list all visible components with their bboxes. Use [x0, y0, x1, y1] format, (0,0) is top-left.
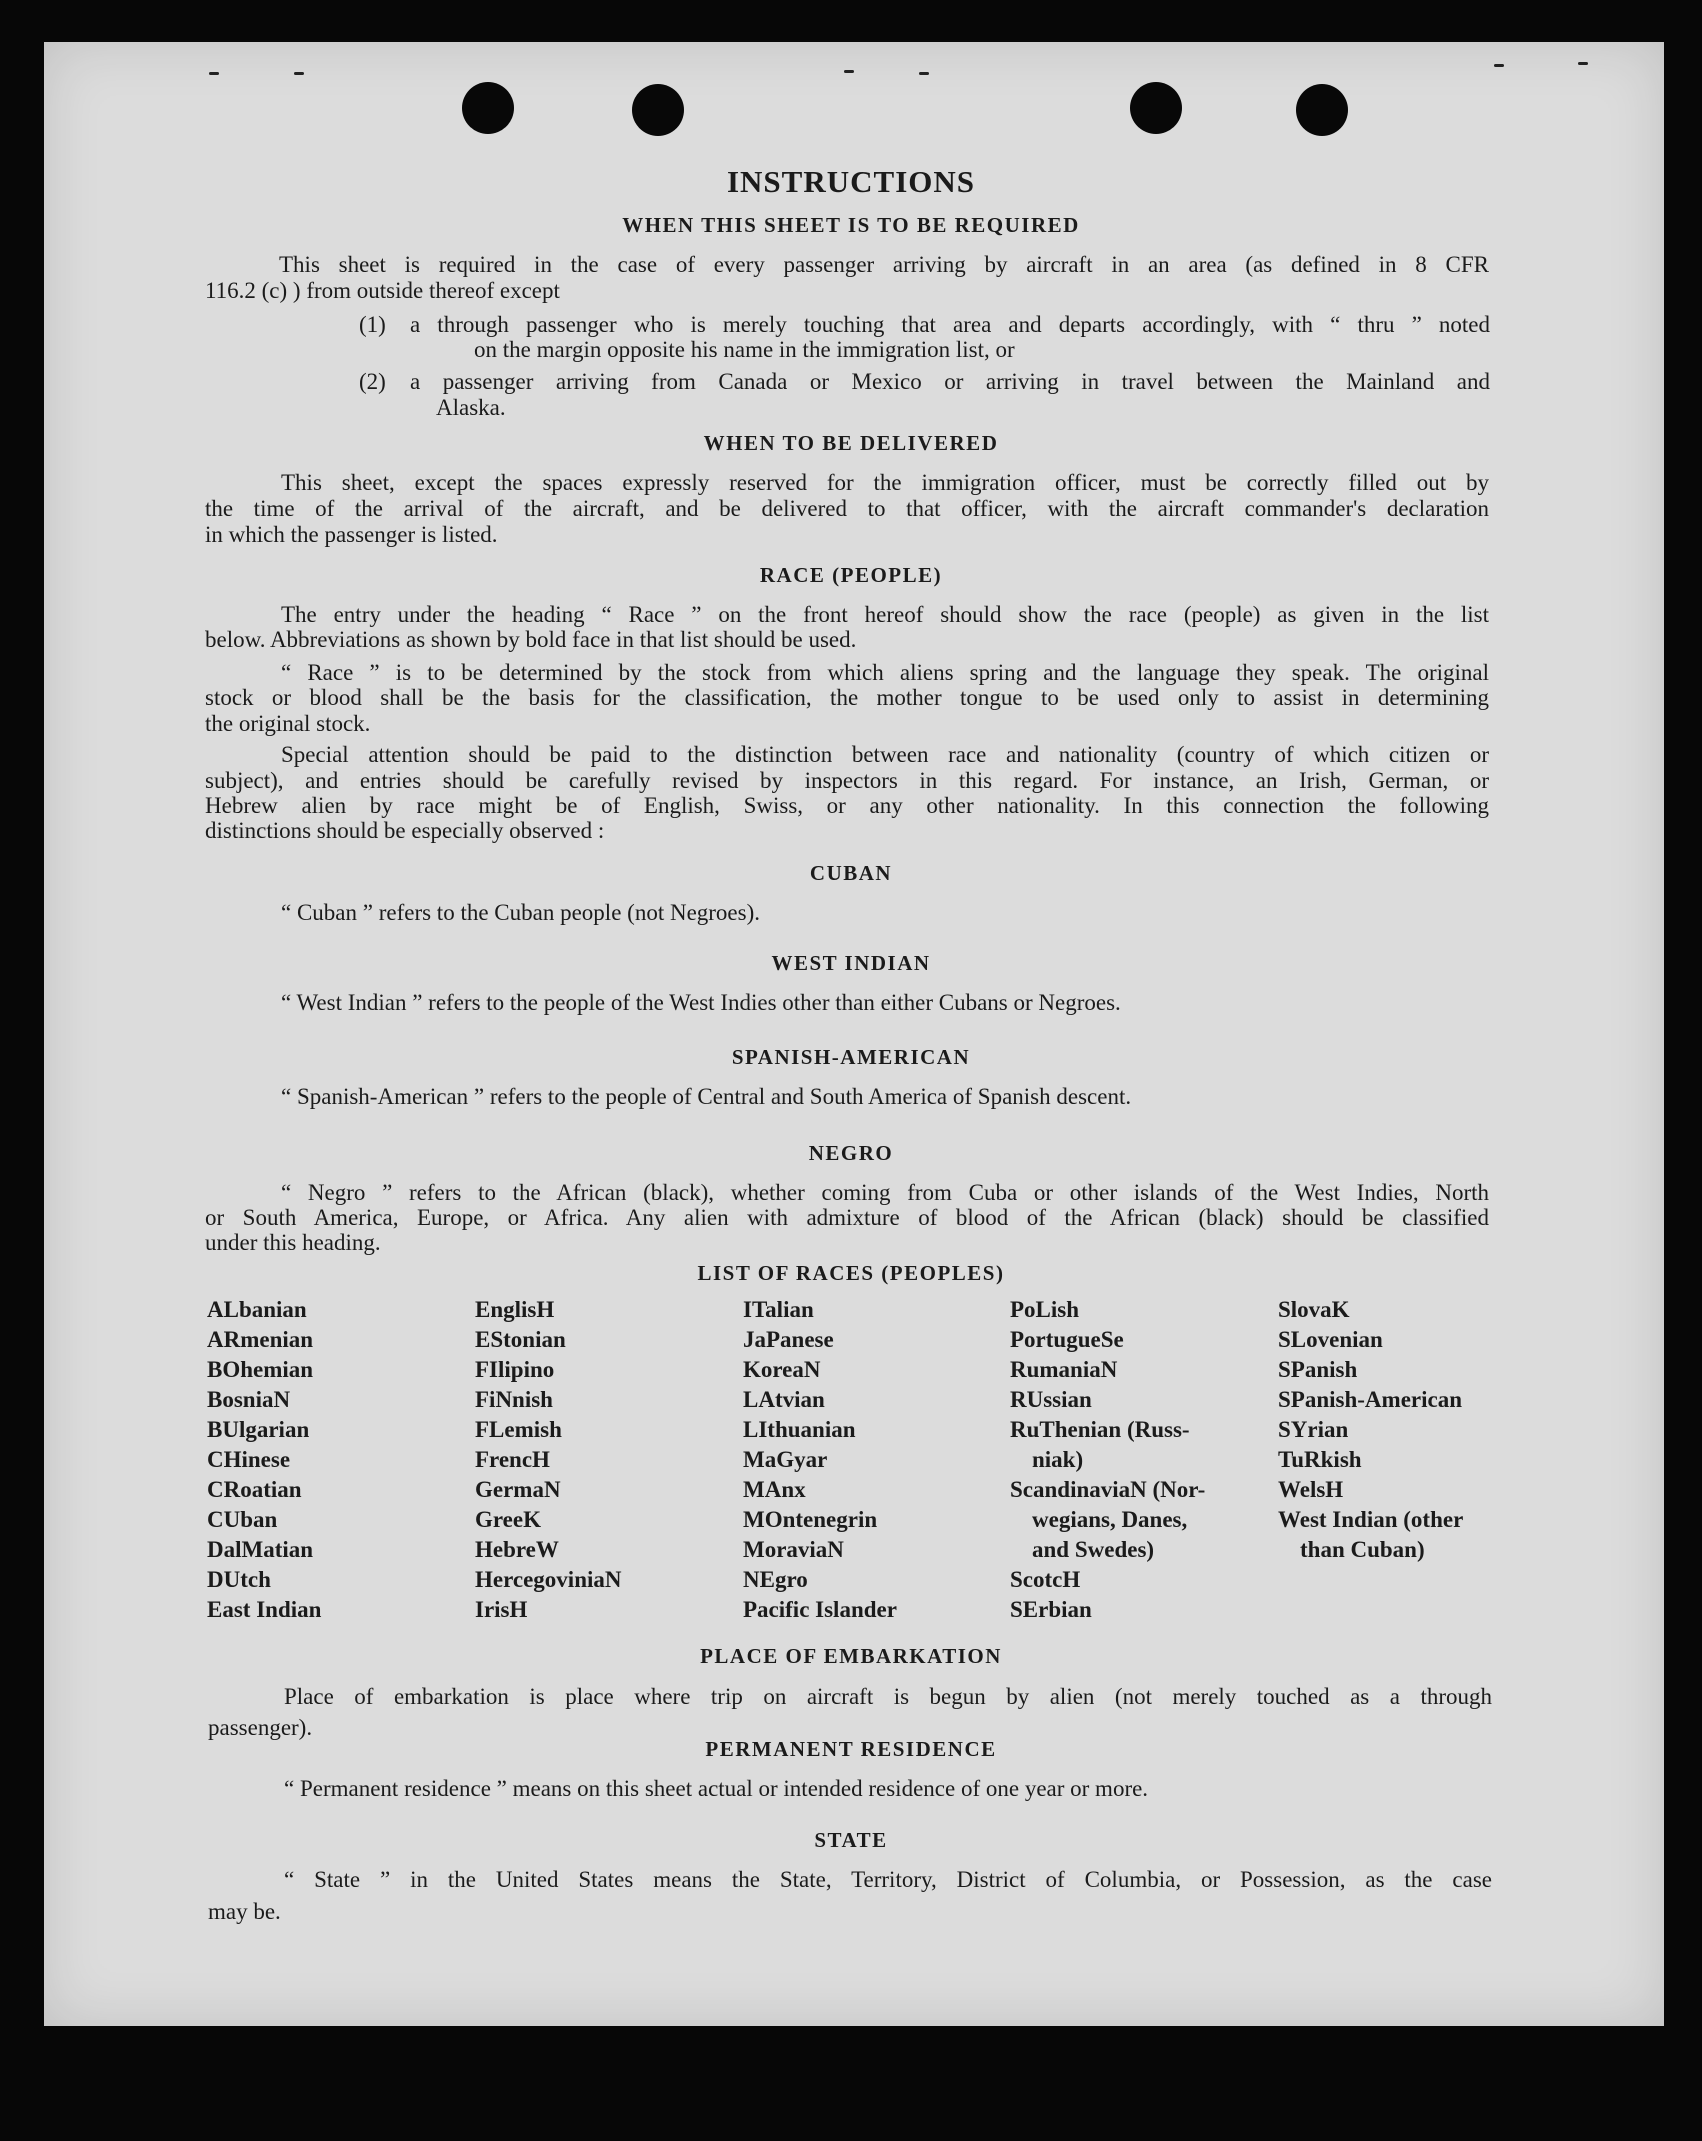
race-item: LIthuanian: [743, 1417, 856, 1442]
race-item: ARmenian: [207, 1327, 314, 1352]
race-item: DUtch: [207, 1567, 271, 1592]
race-column: [743, 1295, 1010, 1625]
paragraph: below. Abbreviations as shown by bold face in that list should be used.: [205, 627, 857, 652]
section-heading-negro: NEGRO: [808, 1141, 894, 1165]
race-column: [1010, 1295, 1278, 1625]
paragraph: “ Negro ” refers to the African (black), whether coming from Cuba or other islands of the West Indies, North: [281, 1180, 1489, 1205]
race-column: [475, 1295, 743, 1625]
margin-mark: [1494, 64, 1504, 67]
paragraph: [205, 278, 560, 304]
race-item: SLovenian: [1278, 1327, 1383, 1352]
margin-mark: [209, 72, 219, 75]
paragraph: the original stock.: [205, 711, 371, 736]
paragraph: in which the passenger is listed.: [205, 522, 498, 547]
race-item: RumaniaN: [1010, 1357, 1118, 1382]
race-item: GermaN: [475, 1477, 561, 1502]
race-column: [207, 1295, 475, 1625]
section-heading-west-indian: WEST INDIAN: [771, 951, 931, 975]
race-item: CRoatian: [207, 1477, 302, 1502]
section-heading-state: STATE: [814, 1828, 888, 1852]
paragraph: “ Race ” is to be determined by the stock from which aliens spring and the language they speak. The original: [281, 660, 1489, 685]
race-item: MaGyar: [743, 1447, 828, 1472]
section-heading-embarkation: PLACE OF EMBARKATION: [700, 1644, 1002, 1668]
list-item: a through passenger who is merely touching that area and departs accordingly, with “ thru ” noted: [410, 312, 1490, 337]
race-list: [207, 1295, 1507, 1625]
punch-hole: [1296, 84, 1348, 136]
list-item: Alaska.: [436, 395, 506, 420]
race-item: SErbian: [1010, 1597, 1092, 1622]
race-item: wegians, Danes,: [1032, 1507, 1188, 1532]
paragraph: may be.: [208, 1899, 281, 1924]
race-column: [1278, 1295, 1507, 1625]
race-item: SYrian: [1278, 1417, 1349, 1442]
race-item: East Indian: [207, 1597, 322, 1622]
section-heading-list-of-races: LIST OF RACES (PEOPLES): [697, 1261, 1005, 1285]
race-item: PortugueSe: [1010, 1327, 1124, 1352]
race-item: FLemish: [475, 1417, 562, 1442]
paragraph: The entry under the heading “ Race ” on the front hereof should show the race (people) as given in the list: [281, 602, 1489, 627]
race-item: Pacific Islander: [743, 1597, 897, 1622]
paragraph: Special attention should be paid to the distinction between race and nationality (country of which citizen or: [281, 742, 1489, 767]
race-item: TuRkish: [1278, 1447, 1362, 1472]
race-item: ITalian: [743, 1297, 814, 1322]
race-item: FiNnish: [475, 1387, 553, 1412]
race-item: BUlgarian: [207, 1417, 310, 1442]
paragraph: stock or blood shall be the basis for the classification, the mother tongue to be used only to assist in determining: [205, 685, 1489, 710]
race-item: JaPanese: [743, 1327, 834, 1352]
section-heading-spanish-american: SPANISH-AMERICAN: [731, 1045, 971, 1069]
paragraph: or South America, Europe, or Africa. Any alien with admixture of blood of the African (black) should be classified: [205, 1205, 1489, 1230]
section-heading-cuban: CUBAN: [809, 861, 893, 885]
margin-mark: [294, 72, 304, 75]
race-item: HercegoviniaN: [475, 1567, 622, 1592]
punch-hole: [462, 82, 514, 134]
race-item: BOhemian: [207, 1357, 314, 1382]
paragraph: This sheet, except the spaces expressly reserved for the immigration officer, must be correctly filled out by: [281, 470, 1489, 495]
paragraph: “ Cuban ” refers to the Cuban people (not Negroes).: [281, 900, 761, 925]
race-item: RuThenian (Russ-: [1010, 1417, 1190, 1442]
race-item: ALbanian: [207, 1297, 307, 1322]
race-item: BosniaN: [207, 1387, 291, 1412]
margin-mark: [1578, 62, 1588, 65]
race-item: DalMatian: [207, 1537, 314, 1562]
race-item: KoreaN: [743, 1357, 821, 1382]
paragraph-text: 116.2 (c) ) from outside thereof except: [205, 278, 560, 303]
race-item: ScotcH: [1010, 1567, 1081, 1592]
paragraph: “ Permanent residence ” means on this sheet actual or intended residence of one year or more.: [284, 1776, 1149, 1801]
margin-mark: [919, 72, 929, 75]
paragraph: passenger).: [208, 1715, 313, 1740]
paragraph: distinctions should be especially observed :: [205, 818, 605, 843]
race-item: SPanish-American: [1278, 1387, 1462, 1412]
paragraph: Place of embarkation is place where trip on aircraft is begun by alien (not merely touched as a through: [284, 1684, 1492, 1709]
race-item: West Indian (other: [1278, 1507, 1464, 1532]
race-item: FIlipino: [475, 1357, 555, 1382]
race-item: than Cuban): [1300, 1537, 1425, 1562]
list-item-number: (1): [359, 312, 386, 337]
punch-hole: [1130, 82, 1182, 134]
race-item: niak): [1032, 1447, 1084, 1472]
list-item: on the margin opposite his name in the immigration list, or: [474, 337, 1015, 362]
paragraph: the time of the arrival of the aircraft, and be delivered to that officer, with the aircraft commander's declaration: [205, 496, 1489, 521]
section-heading-residence: PERMANENT RESIDENCE: [705, 1737, 997, 1761]
race-item: HebreW: [475, 1537, 559, 1562]
margin-mark: [844, 70, 854, 73]
race-item: EnglisH: [475, 1297, 555, 1322]
list-item: a passenger arriving from Canada or Mexico or arriving in travel between the Mainland and: [410, 369, 1490, 394]
section-heading-required: WHEN THIS SHEET IS TO BE REQUIRED: [622, 213, 1080, 237]
race-item: FrencH: [475, 1447, 550, 1472]
section-heading-race: RACE (PEOPLE): [759, 563, 943, 587]
paragraph: “ West Indian ” refers to the people of the West Indies other than either Cubans or Negroes.: [281, 990, 1121, 1015]
race-item: WelsH: [1278, 1477, 1344, 1502]
race-item: NEgro: [743, 1567, 808, 1592]
paragraph: under this heading.: [205, 1230, 381, 1255]
race-item: IrisH: [475, 1597, 528, 1622]
race-item: CUban: [207, 1507, 278, 1532]
race-item: ScandinaviaN (Nor-: [1010, 1477, 1206, 1502]
race-item: SlovaK: [1278, 1297, 1350, 1322]
race-item: RUssian: [1010, 1387, 1092, 1412]
race-item: PoLish: [1010, 1297, 1080, 1322]
race-item: MAnx: [743, 1477, 806, 1502]
paragraph: “ Spanish-American ” refers to the people of Central and South America of Spanish descent.: [281, 1084, 1132, 1109]
race-item: CHinese: [207, 1447, 291, 1472]
paragraph: subject), and entries should be carefully revised by inspectors in this regard. For instance, an Irish, German, or: [205, 768, 1489, 793]
race-item: SPanish: [1278, 1357, 1358, 1382]
list-item-number: (2): [359, 369, 386, 394]
race-item: and Swedes): [1032, 1537, 1155, 1562]
paragraph: “ State ” in the United States means the State, Territory, District of Columbia, or Possession, as the case: [284, 1867, 1492, 1892]
paragraph: This sheet is required in the case of every passenger arriving by aircraft in an area (as defined in 8 CFR: [279, 252, 1489, 277]
race-item: LAtvian: [743, 1387, 825, 1412]
race-item: EStonian: [475, 1327, 566, 1352]
paragraph: Hebrew alien by race might be of English, Swiss, or any other nationality. In this connection the following: [205, 793, 1489, 818]
punch-hole: [632, 84, 684, 136]
page-title: INSTRUCTIONS: [726, 164, 975, 199]
race-item: GreeK: [475, 1507, 541, 1532]
section-heading-delivered: WHEN TO BE DELIVERED: [703, 431, 999, 455]
race-item: MoraviaN: [743, 1537, 844, 1562]
race-item: MOntenegrin: [743, 1507, 878, 1532]
